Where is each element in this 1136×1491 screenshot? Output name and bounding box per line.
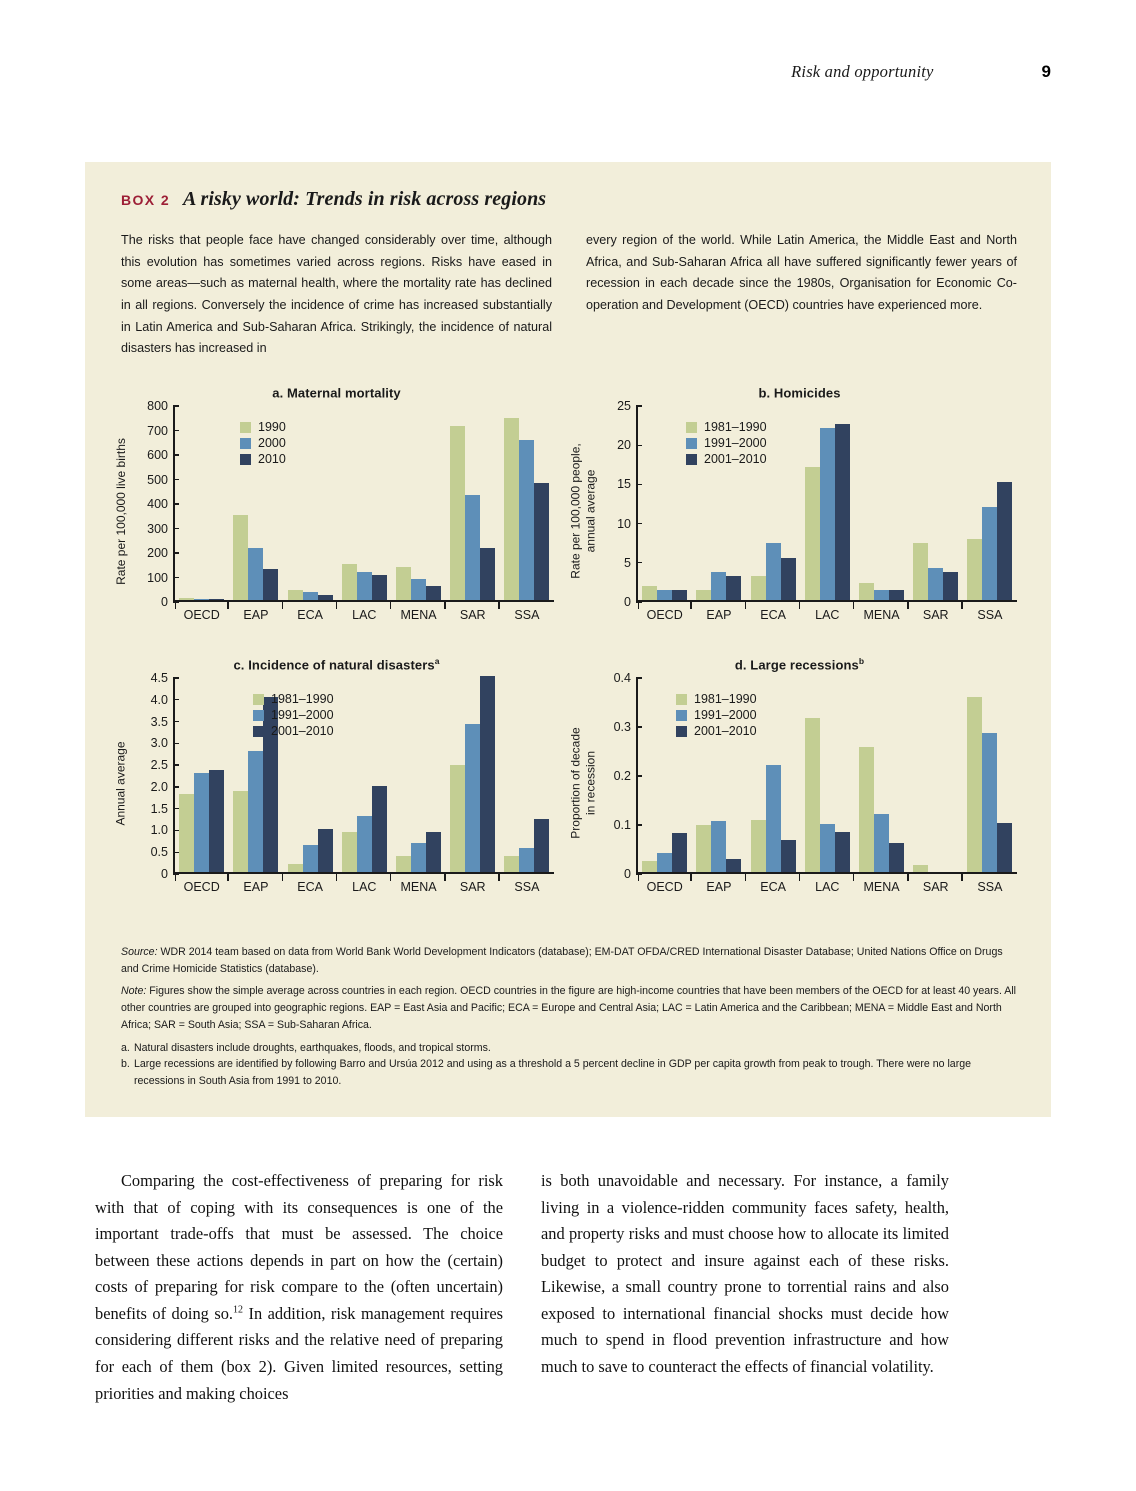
chart-d-bar-oecd-0 [642,861,657,872]
chart-a-legend [240,420,286,466]
running-head-title: Risk and opportunity [791,62,934,81]
chart-c-bar-group-oecd [175,678,229,872]
chart-c-bars [175,678,554,872]
body-column-right: is both unavoidable and necessary. For instance, a family living in a violence-ridden community faces safety, health, and property risks and must choose how to allocate its limited budget to protect and insure against each of these risks. Likewise, a small country prone to torrential rains and also exposed to international financial shocks must decide how much to spend in flood prevention infrastructure and how much to save to counteract the effects of financial volatility. [541,1171,949,1377]
chart-c-x-label-lac: LAC [352,880,377,894]
chart-a-legend-item-2 [240,452,286,466]
chart-d-y-tick-0: 0 [624,867,631,881]
chart-c-y-tickmark-4 [173,786,179,787]
chart-b-bar-ssa-2 [997,482,1012,600]
chart-b-bar-group-mena [854,406,908,600]
chart-c-bar-group-mena [391,678,445,872]
chart-b-bar-mena-1 [874,590,889,600]
chart-d-title-text: d. Large recessions [734,657,859,673]
chart-b-bar-sar-0 [913,543,928,600]
chart-b-y-tick-5: 25 [617,399,631,413]
footnote-b-marker: b. [121,1058,130,1071]
chart-b-bar-eca-0 [751,576,766,601]
chart-c-legend-label-2: 2001–2010 [271,724,334,738]
chart-a-y-tick-6: 600 [147,448,168,462]
chart-c-x-label-eca: ECA [297,880,323,894]
chart-a-title [105,380,568,400]
chart-b-y-tick-1: 5 [624,555,631,570]
chart-b-title [568,380,1031,400]
chart-c-bar-ssa-0 [504,856,519,872]
chart-d-title [568,652,1031,672]
chart-b-bar-lac-0 [805,467,820,600]
chart-c-bar-oecd-0 [179,794,194,872]
chart-a-y-tickmark-3 [173,528,179,529]
chart-b-y-tickmark-2 [636,523,642,524]
chart-b-bar-oecd-2 [672,590,687,600]
chart-b-y-tick-2: 10 [617,516,631,531]
chart-a-bar-sar-2 [480,548,495,600]
chart-a-y-tick-4: 400 [147,497,168,511]
chart-c-bar-lac-2 [372,786,387,872]
chart-d-large-recessions [568,652,1031,924]
chart-d-y-tick-4: 0.4 [613,671,631,685]
chart-a-x-label-ssa: SSA [514,608,540,622]
chart-d-bar-ssa-1 [982,733,997,873]
chart-b-y-tickmark-1 [636,562,642,563]
chart-a-bar-oecd-2 [209,599,224,600]
chart-a-bar-lac-2 [372,575,387,600]
chart-d-bar-eca-0 [751,820,766,873]
chart-d-x-label-oecd: OECD [646,880,683,894]
chart-c-y-tick-8: 4.0 [150,692,168,707]
chart-a-bar-eca-0 [288,590,303,600]
page-number: 9 [1041,62,1051,81]
chart-a-legend-swatch-1 [240,438,251,449]
chart-b-bar-mena-2 [889,590,904,601]
source-text: WDR 2014 team based on data from World Bank World Development Indicators (database); EM-DAT OFDA/CRED International Disaster Database; United Nations Office on Drugs and Crime Homicide Statistics (database). [121,946,1003,975]
chart-a-y-tick-7: 700 [147,423,168,438]
chart-a-maternal-mortality [105,380,568,652]
chart-c-y-tickmark-0 [173,873,179,874]
chart-d-bar-mena-2 [889,843,904,872]
chart-c-y-tickmark-7 [173,721,179,722]
chart-d-legend-swatch-1 [676,710,687,721]
chart-c-y-tickmark-8 [173,699,179,700]
chart-b-x-label-eap: EAP [706,608,732,622]
chart-b-x-label-eca: ECA [760,608,786,622]
chart-a-bar-lac-0 [342,564,357,600]
chart-d-bar-eap-0 [696,825,711,873]
chart-d-bar-mena-1 [874,814,889,873]
chart-c-bar-group-lac [337,678,391,872]
chart-b-bar-ssa-1 [982,507,997,601]
chart-a-x-tick-labels [175,608,554,622]
chart-a-legend-label-1: 2000 [258,436,286,450]
chart-d-bar-group-lac [800,678,854,872]
chart-a-y-tickmark-4 [173,503,179,504]
charts-grid [105,380,1031,924]
chart-d-y-tickmark-1 [636,824,642,825]
chart-b-legend-item-2 [686,452,767,466]
chart-c-y-tick-6: 3.0 [150,736,168,751]
chart-c-y-tick-3: 1.5 [150,801,168,816]
chart-b-bar-lac-2 [835,424,850,600]
chart-c-y-tick-0: 0 [161,867,168,881]
chart-a-y-axis-title: Rate per 100,000 live births [113,437,128,585]
chart-c-bar-mena-0 [396,856,411,872]
chart-c-bar-group-sar [446,678,500,872]
source-label: Source: [121,946,158,958]
chart-d-y-axis-title: Proportion of decade in recession [569,727,599,839]
box-title: A risky world: Trends in risk across regions [183,188,547,210]
chart-b-bar-group-oecd [638,406,692,600]
box-number-label: BOX 2 [121,192,171,208]
chart-c-x-label-oecd: OECD [183,880,220,894]
box-title-row [121,188,546,211]
chart-a-legend-item-0 [240,420,286,434]
chart-a-legend-label-0: 1990 [258,420,286,434]
box-intro-text [121,230,1017,360]
chart-a-bar-group-mena [391,406,445,600]
chart-c-y-tick-labels [129,671,173,881]
chart-a-x-label-eca: ECA [297,608,323,622]
chart-b-legend-item-1 [686,436,767,450]
chart-a-bar-eca-1 [303,592,318,600]
page-header [85,62,1051,92]
chart-a-y-tickmark-7 [173,430,179,431]
chart-d-legend-swatch-0 [676,694,687,705]
body-column-left [95,1168,503,1407]
chart-b-legend-swatch-0 [686,422,697,433]
chart-d-bar-lac-1 [820,824,835,872]
chart-b-bar-ssa-0 [967,539,982,600]
chart-d-y-tick-labels [592,671,636,881]
chart-b-legend-label-1: 1991–2000 [704,436,767,450]
chart-a-y-tick-8: 800 [147,399,168,413]
chart-a-bar-oecd-0 [179,598,194,600]
chart-b-bar-eap-1 [711,572,726,600]
chart-c-plot-area [173,678,554,874]
chart-c-y-tick-1: 0.5 [150,845,168,860]
chart-a-y-tickmark-2 [173,552,179,553]
chart-d-bar-lac-2 [835,832,850,873]
chart-b-bar-oecd-1 [657,590,672,601]
chart-a-bar-mena-1 [411,579,426,600]
chart-d-bar-group-ssa [963,678,1017,872]
chart-b-x-tick-labels [638,608,1017,622]
chart-c-bar-eap-1 [248,751,263,873]
footnote-b [121,1056,1021,1089]
chart-c-y-tick-7: 3.5 [150,714,168,729]
chart-b-bar-oecd-0 [642,586,657,600]
body-left-footnote-ref: 12 [233,1304,243,1316]
box-intro-column-left: The risks that people face have changed considerably over time, although this evolution has sometimes varied across regions. Risks have eased in some areas—such as maternal health, where the mortality rate has declined in all regions. Conversely the incidence of crime has increased substantially in Latin America and Sub-Saharan Africa. Strikingly, the incidence of natural disasters has increased in [121,233,552,356]
chart-c-y-tickmark-1 [173,852,179,853]
chart-d-y-tick-2: 0.2 [613,769,631,783]
chart-b-title-text: b. Homicides [758,385,841,401]
chart-c-y-tickmark-3 [173,808,179,809]
chart-a-bar-oecd-1 [194,599,209,600]
box-intro-column-right: every region of the world. While Latin America, the Middle East and North Africa, and Sub-Saharan Africa all have suffered significantly fewer years of recession in each decade since the 1980s, Organisation for Economic Co-operation and Development (OECD) countries have experienced more. [586,233,1017,312]
chart-b-bar-group-lac [800,406,854,600]
chart-c-x-label-eap: EAP [243,880,269,894]
chart-a-bars [175,406,554,600]
chart-a-x-label-mena: MENA [400,608,437,622]
chart-d-x-label-lac: LAC [815,880,840,894]
footnote-b-text: Large recessions are identified by following Barro and Ursúa 2012 and using as a threshold a 5 percent decline in GDP per capita growth from peak to trough. There were no large recessions in South Asia from 1991 to 2010. [134,1058,972,1088]
chart-c-bar-eap-0 [233,791,248,872]
chart-d-legend-swatch-2 [676,726,687,737]
chart-b-bar-group-sar [909,406,963,600]
chart-c-legend-label-0: 1981–1990 [271,692,334,706]
chart-a-y-tick-labels [129,399,173,609]
chart-a-legend-swatch-0 [240,422,251,433]
chart-c-legend-item-0 [253,692,334,706]
chart-a-bar-group-eca [283,406,337,600]
chart-b-legend-swatch-1 [686,438,697,449]
chart-c-bar-group-ssa [500,678,554,872]
chart-d-bar-ssa-0 [967,697,982,873]
chart-c-legend-swatch-0 [253,694,264,705]
chart-b-bar-group-ssa [963,406,1017,600]
chart-a-y-tickmark-1 [173,577,179,578]
chart-c-title-superscript: a [434,656,440,666]
chart-c-x-label-sar: SAR [459,880,486,894]
chart-c-y-tick-2: 1.0 [150,823,168,838]
chart-c-bar-lac-1 [357,816,372,873]
chart-d-bar-eap-1 [711,821,726,872]
chart-a-bar-sar-0 [450,426,465,601]
chart-c-x-tick-labels [175,880,554,894]
chart-c-bar-eca-1 [303,845,318,873]
chart-d-x-label-mena: MENA [863,880,900,894]
chart-a-legend-swatch-2 [240,454,251,465]
box-notes [121,944,1021,1090]
chart-c-y-tickmark-2 [173,830,179,831]
chart-a-bar-group-oecd [175,406,229,600]
chart-b-x-label-lac: LAC [815,608,840,622]
chart-c-y-tickmark-6 [173,743,179,744]
chart-b-bar-sar-2 [943,572,958,600]
chart-c-y-tickmark-5 [173,764,179,765]
chart-a-bar-ssa-2 [534,483,549,600]
chart-a-bar-eap-2 [263,569,278,601]
chart-a-bar-mena-2 [426,586,441,600]
chart-a-bar-eap-0 [233,515,248,601]
chart-c-legend-label-1: 1991–2000 [271,708,334,722]
chart-c-bar-sar-2 [480,676,495,872]
chart-d-x-label-eap: EAP [706,880,732,894]
chart-c-bar-mena-2 [426,832,441,872]
chart-c-y-tick-9: 4.5 [150,671,168,685]
footnote-a-text: Natural disasters include droughts, earthquakes, floods, and tropical storms. [134,1041,491,1054]
chart-c-bar-ssa-1 [519,848,534,872]
chart-a-y-tickmark-5 [173,479,179,480]
chart-d-legend [676,692,757,738]
chart-c-bar-eca-2 [318,829,333,872]
chart-d-title-superscript: b [858,656,865,666]
chart-c-bar-sar-1 [465,724,480,872]
chart-d-legend-item-0 [676,692,757,706]
chart-d-x-tick-labels [638,880,1017,894]
chart-d-bar-eap-2 [726,859,741,872]
chart-c-bar-eca-0 [288,864,303,873]
footnote-a-marker: a. [121,1041,130,1054]
chart-d-bar-mena-0 [859,747,874,873]
chart-b-legend-label-0: 1981–1990 [704,420,767,434]
chart-d-bar-oecd-1 [657,853,672,873]
chart-c-legend [253,692,334,738]
chart-a-y-tickmark-6 [173,454,179,455]
chart-b-x-label-mena: MENA [863,608,900,622]
chart-b-x-label-ssa: SSA [977,608,1003,622]
chart-b-y-tickmark-0 [636,601,642,602]
chart-a-x-label-eap: EAP [243,608,269,622]
chart-c-legend-item-1 [253,708,334,722]
chart-c-y-axis-title: Annual average [113,740,128,826]
chart-d-legend-item-2 [676,724,757,738]
box-2-container [85,162,1051,1117]
chart-c-bar-lac-0 [342,832,357,872]
body-left-part1: Comparing the cost-effectiveness of preparing for risk with that of coping with its consequences is one of the important trade-offs that must be assessed. The choice between these actions depends in part on how the (certain) costs of preparing for risk compare to the (often uncertain) benefits of doing so. [95,1171,503,1323]
chart-a-y-tick-1: 100 [147,570,168,585]
chart-d-bar-lac-0 [805,718,820,873]
chart-a-bar-group-lac [337,406,391,600]
source-note [121,944,1021,977]
chart-c-bar-sar-0 [450,765,465,873]
chart-d-x-label-ssa: SSA [977,880,1003,894]
chart-d-bar-eca-1 [766,765,781,872]
chart-a-x-label-sar: SAR [459,608,486,622]
chart-d-y-tickmark-3 [636,726,642,727]
chart-d-bar-group-mena [854,678,908,872]
chart-b-homicides [568,380,1031,652]
chart-a-bar-eap-1 [248,548,263,601]
chart-a-legend-label-2: 2010 [258,452,286,466]
note-note [121,983,1021,1033]
chart-a-bar-ssa-1 [519,440,534,601]
chart-b-legend [686,420,767,466]
chart-a-y-tickmark-8 [173,405,179,406]
chart-a-bar-sar-1 [465,495,480,600]
chart-c-legend-item-2 [253,724,334,738]
chart-d-bar-eca-2 [781,840,796,872]
chart-d-y-tick-1: 0.1 [613,818,631,832]
chart-d-x-label-sar: SAR [922,880,949,894]
chart-d-y-tickmark-0 [636,873,642,874]
chart-b-legend-swatch-2 [686,454,697,465]
chart-a-y-tick-0: 0 [161,595,168,609]
chart-b-y-tick-3: 15 [617,477,631,492]
chart-d-x-label-eca: ECA [760,880,786,894]
chart-b-x-label-oecd: OECD [646,608,683,622]
chart-b-bar-eca-2 [781,558,796,601]
chart-c-title-text: c. Incidence of natural disasters [233,657,435,673]
chart-b-bar-lac-1 [820,428,835,600]
chart-c-bar-oecd-2 [209,770,224,873]
chart-d-bar-sar-0 [913,865,928,873]
chart-a-plot-area [173,406,554,602]
chart-a-y-tick-2: 200 [147,546,168,560]
chart-b-bar-mena-0 [859,583,874,600]
chart-c-bar-ssa-2 [534,819,549,872]
chart-b-y-tick-labels [592,399,636,609]
chart-c-title [105,652,568,672]
body-left-part2: In addition, risk management requires considering different risks and the relative need of preparing for each of them (box 2). Given limited resources, setting priorities and making choices [95,1303,503,1403]
chart-b-bar-sar-1 [928,568,943,601]
chart-a-title-text: a. Maternal mortality [272,385,401,401]
chart-b-y-tickmark-5 [636,405,642,406]
chart-b-bar-eap-0 [696,590,711,601]
chart-a-bar-mena-0 [396,567,411,601]
footnote-a [121,1040,1021,1057]
chart-c-y-tick-5: 2.5 [150,758,168,773]
chart-a-x-label-lac: LAC [352,608,377,622]
chart-d-y-tickmark-4 [636,677,642,678]
chart-d-bar-oecd-2 [672,833,687,872]
chart-a-y-tick-3: 300 [147,521,168,536]
chart-d-legend-label-0: 1981–1990 [694,692,757,706]
note-text: Figures show the simple average across countries in each region. OECD countries in the figure are high-income countries that have been members of the OECD for at least 40 years. All other countries are grouped into geographic regions. EAP = East Asia and Pacific; ECA = Europe and Central Asia; LAC = Latin America and the Caribbean; MENA = Middle East and North Africa; SAR = South Asia; SSA = Sub-Saharan Africa. [121,985,1017,1031]
chart-b-x-label-sar: SAR [922,608,949,622]
chart-d-bar-group-sar [909,678,963,872]
chart-d-legend-label-2: 2001–2010 [694,724,757,738]
chart-d-y-tick-3: 0.3 [613,720,631,734]
chart-c-x-label-ssa: SSA [514,880,540,894]
chart-d-legend-item-1 [676,708,757,722]
body-text [95,1168,950,1407]
chart-c-x-label-mena: MENA [400,880,437,894]
chart-c-bar-oecd-1 [194,773,209,873]
chart-b-legend-label-2: 2001–2010 [704,452,767,466]
chart-d-bar-ssa-2 [997,823,1012,872]
chart-c-natural-disasters [105,652,568,924]
chart-a-bar-group-sar [446,406,500,600]
chart-b-y-tickmark-4 [636,445,642,446]
chart-b-y-axis-title: Rate per 100,000 people, annual average [569,443,599,579]
chart-a-bar-eca-2 [318,595,333,601]
chart-c-bar-mena-1 [411,843,426,873]
chart-b-y-tick-4: 20 [617,438,631,453]
note-label: Note: [121,985,147,998]
chart-b-bar-eap-2 [726,576,741,601]
chart-c-y-tickmark-9 [173,677,179,678]
chart-b-legend-item-0 [686,420,767,434]
chart-a-bar-group-ssa [500,406,554,600]
chart-a-y-tick-5: 500 [147,472,168,487]
chart-d-legend-label-1: 1991–2000 [694,708,757,722]
chart-d-y-tickmark-2 [636,775,642,776]
chart-a-bar-ssa-0 [504,418,519,601]
chart-a-x-label-oecd: OECD [183,608,220,622]
chart-a-y-tickmark-0 [173,601,179,602]
chart-b-y-tick-0: 0 [624,595,631,609]
chart-b-y-tickmark-3 [636,484,642,485]
chart-c-legend-swatch-2 [253,726,264,737]
chart-c-y-tick-4: 2.0 [150,779,168,794]
chart-a-bar-lac-1 [357,572,372,600]
chart-a-legend-item-1 [240,436,286,450]
chart-b-bar-eca-1 [766,543,781,600]
chart-c-legend-swatch-1 [253,710,264,721]
